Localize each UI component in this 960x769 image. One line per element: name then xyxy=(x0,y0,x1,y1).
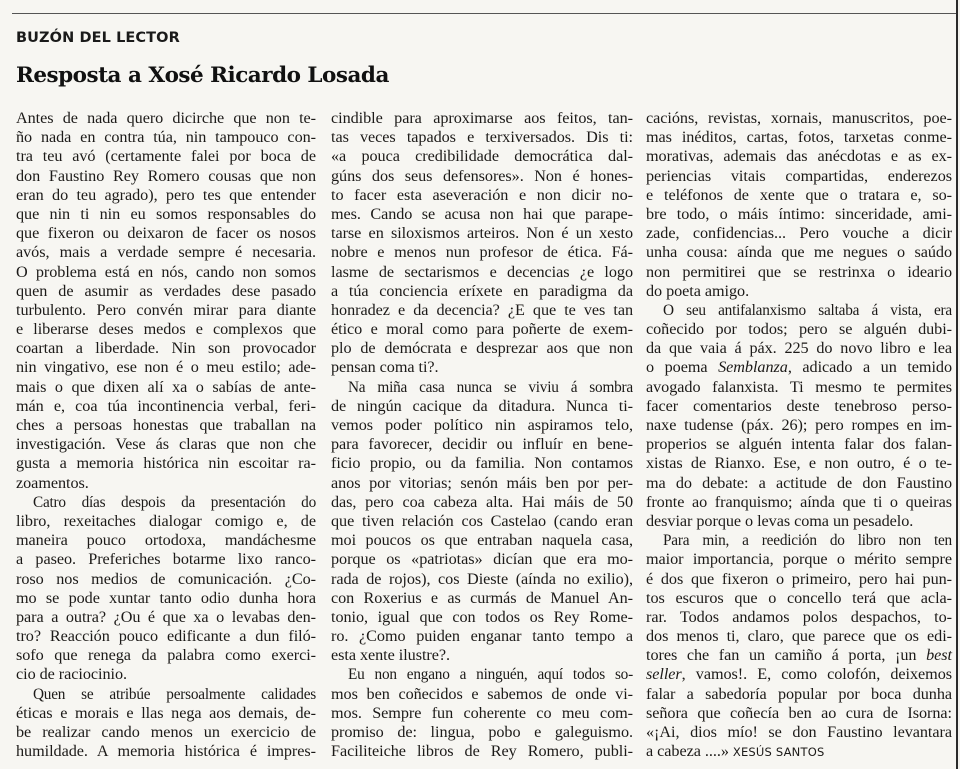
text-segment: to facer esta aseveración e non dicir no- xyxy=(331,185,633,204)
text-segment: morativas, ademais das anécdotas e as ex- xyxy=(646,147,952,166)
text-segment: cindible para aproximarse aos feitos, tan- xyxy=(331,109,633,127)
text-line xyxy=(331,243,633,262)
text-line xyxy=(331,205,633,224)
text-line xyxy=(646,243,952,262)
text-segment: cacións, revistas, xornais, manuscritos, poe- xyxy=(646,109,952,127)
text-line xyxy=(646,454,952,473)
article-column-3 xyxy=(646,109,952,761)
text-segment: moi poucos os que entraban naquela casa, xyxy=(331,531,633,550)
text-line xyxy=(16,109,316,128)
text-segment: a túa conciencia eríxete en paradigma da xyxy=(331,281,633,300)
text-segment: das, pero coa cabeza alta. Hai máis de 50 xyxy=(331,492,633,511)
text-segment: mos ben coñecidos e sabemos de onde vi- xyxy=(331,684,633,703)
text-line xyxy=(331,646,633,665)
text-segment: porque os «patriotas» dicían que era mo- xyxy=(331,550,633,569)
text-line xyxy=(646,531,952,550)
text-line xyxy=(331,742,633,761)
text-segment: roso nos medios de comunicación. ¿Co- xyxy=(16,569,316,588)
text-line xyxy=(331,147,633,166)
text-line xyxy=(16,147,316,166)
text-line xyxy=(646,646,952,665)
text-segment: cio de raciocinio. xyxy=(16,665,128,684)
text-line xyxy=(16,550,316,569)
text-segment: mos. Sempre fun coherente co meu com- xyxy=(331,703,633,722)
text-line xyxy=(16,378,316,397)
text-line xyxy=(646,627,952,646)
article-column-2 xyxy=(331,109,633,761)
text-segment: nobre e menos nun profesor de ética. Fá- xyxy=(331,243,633,262)
text-line xyxy=(331,416,633,435)
text-line xyxy=(16,723,316,742)
text-segment: da que vaia á páx. 225 do novo libro e lea xyxy=(646,339,952,358)
text-line xyxy=(646,512,952,531)
text-line xyxy=(331,167,633,186)
text-segment: tonio, igual que con todos os Rey Rome- xyxy=(331,607,633,626)
text-line xyxy=(331,493,633,512)
text-line xyxy=(16,243,316,262)
text-segment: ético e moral como para poñerte de exem- xyxy=(331,320,633,339)
text-line xyxy=(331,550,633,569)
text-segment: mes. Cando se acusa non hai que parape- xyxy=(331,204,633,223)
text-segment: Antes de nada quero dicirche que non te- xyxy=(16,109,316,127)
text-line xyxy=(331,570,633,589)
text-segment: maneira pouco ortodoxa, mandáchesme xyxy=(16,531,316,550)
text-line xyxy=(331,474,633,493)
text-line xyxy=(331,704,633,723)
italic-title: Semblanza xyxy=(718,358,788,377)
text-line xyxy=(331,358,633,377)
text-segment: anos por vitorias; senón máis ben por per- xyxy=(331,473,633,492)
text-line xyxy=(646,704,952,723)
text-line xyxy=(16,627,316,646)
text-segment: naxe tudense (páx. 26); pero rompes en im- xyxy=(646,416,952,434)
text-segment: , adicado a un temido xyxy=(787,358,952,377)
text-segment: zoamentos. xyxy=(16,473,89,492)
text-segment: tarse en siloxismos arteiros. Non é un xesto xyxy=(331,224,633,243)
text-segment: esta xente ilustre?. xyxy=(331,646,451,665)
text-line xyxy=(16,589,316,608)
text-segment: honradez e da decencia? ¿E que te ves tan xyxy=(331,300,633,319)
text-line xyxy=(16,608,316,627)
text-segment: «¡Ai, dios mío! se don Faustino levantara xyxy=(646,723,952,741)
text-segment: «a pouca credibilidade democrática dal- xyxy=(331,147,633,166)
text-segment: fronte ao franquismo; aínda que ti o queiras xyxy=(646,492,952,511)
text-line xyxy=(646,109,952,128)
text-line xyxy=(16,665,316,684)
text-line xyxy=(331,454,633,473)
text-line xyxy=(646,570,952,589)
text-line xyxy=(16,512,316,531)
text-segment: lasme de sectarismos e decencias ¿e logo xyxy=(331,262,633,281)
text-line xyxy=(16,570,316,589)
text-line xyxy=(331,186,633,205)
text-line xyxy=(331,512,633,531)
text-segment: unha cousa: aínda que me negues o saúdo xyxy=(646,243,952,262)
text-line xyxy=(646,397,952,416)
text-segment: ches a persoas honestas que traballan na xyxy=(16,416,316,434)
text-line xyxy=(16,339,316,358)
text-line xyxy=(646,128,952,147)
text-segment: plo de demócrata e desprezar aos que non xyxy=(331,339,633,358)
text-line xyxy=(646,224,952,243)
text-line xyxy=(16,646,316,665)
text-segment: mas inéditos, cartas, fotos, tarxetas conme- xyxy=(646,128,952,147)
text-segment: tos escuros que o concello terá que acla- xyxy=(646,588,952,607)
text-segment: turbulento. Pero convén mirar para diante xyxy=(16,300,316,319)
text-segment: dos menos ti, claro, que parece que os edi- xyxy=(646,627,952,646)
text-segment: rada de rojos), cos Dieste (aínda no exilio), xyxy=(331,569,633,588)
text-segment: tra teu avó (certamente falei por boca de xyxy=(16,147,316,166)
section-label: BUZÓN DEL LECTOR xyxy=(16,30,180,46)
text-segment: avogado falanxista. Ti mesmo te permites xyxy=(646,377,952,396)
text-segment: nin vingativo, ese non é o meu estilo; ade- xyxy=(16,358,316,377)
text-line xyxy=(646,435,952,454)
text-line xyxy=(331,378,633,397)
text-line xyxy=(646,474,952,493)
text-segment: properios se alguén intenta falar dos falan- xyxy=(646,435,952,454)
text-line xyxy=(16,531,316,550)
text-line xyxy=(16,742,316,761)
text-line xyxy=(646,378,952,397)
text-line xyxy=(331,435,633,454)
text-segment: facer comentarios deste tenebroso perso- xyxy=(646,396,952,415)
author-signature: XESÚS SANTOS xyxy=(732,745,825,760)
text-segment: do poeta amigo. xyxy=(646,281,750,300)
text-line xyxy=(331,627,633,646)
top-rule-divider xyxy=(12,13,956,14)
text-segment: gusta a memoria histórica nin escoitar ra- xyxy=(16,454,316,473)
text-segment: para a outra? ¿Ou é que xa o levabas den- xyxy=(16,607,316,626)
text-line xyxy=(16,685,316,704)
text-segment: bre todo, o máis íntimo: sinceridade, ami- xyxy=(646,204,952,223)
text-segment: sofo que renega da palabra como exerci- xyxy=(16,646,316,665)
text-line xyxy=(331,608,633,627)
text-segment: avós, mais a verdade sempre é necesaria. xyxy=(16,243,316,262)
text-line xyxy=(331,128,633,147)
text-segment: é dos que fixeron o primeiro, pero hai pun- xyxy=(646,569,952,588)
text-line xyxy=(16,704,316,723)
text-segment: Eu non engano a ninguén, aquí todos so- xyxy=(347,665,633,684)
text-segment: que fixeron ou deixaron de facer os nosos xyxy=(16,224,316,243)
text-line xyxy=(646,493,952,512)
text-line xyxy=(331,339,633,358)
text-line xyxy=(646,320,952,339)
text-segment: O seu antifalanxismo saltaba á vista, era xyxy=(663,300,952,319)
text-line xyxy=(331,282,633,301)
text-line xyxy=(331,109,633,128)
text-line xyxy=(646,665,952,684)
text-segment: mán e, coa túa incontinencia verbal, feri- xyxy=(16,396,316,415)
text-segment: tas veces tapados e terxiversados. Dis ti: xyxy=(331,128,633,147)
text-line xyxy=(646,167,952,186)
text-segment: ro. ¿Como puiden enganar tanto tempo a xyxy=(331,627,633,646)
text-segment: para favorecer, decidir ou influír en bene- xyxy=(331,435,633,454)
text-line xyxy=(331,665,633,684)
text-line xyxy=(16,474,316,493)
text-line xyxy=(331,723,633,742)
text-segment: que tiven relación cos Castelao (cando eran xyxy=(331,511,633,530)
text-segment: o poema xyxy=(646,358,719,377)
text-segment: e liberarse deses medos e complexos que xyxy=(16,320,316,339)
text-segment: tores che fan un camiño á porta, ¡un xyxy=(646,646,927,665)
article-column-1 xyxy=(16,109,316,761)
text-segment: que nin ti nin eu somos responsables do xyxy=(16,204,316,223)
text-line xyxy=(16,320,316,339)
text-segment: falar a sabedoría popular por boca dunha xyxy=(646,684,952,703)
text-line xyxy=(646,301,952,320)
text-line xyxy=(16,167,316,186)
text-segment: humildade. A memoria histórica é impres- xyxy=(16,742,316,761)
text-segment: de ningún cacique da ditadura. Nunca ti- xyxy=(331,396,633,415)
text-segment: Faciliteiche libros de Rey Romero, publi- xyxy=(331,742,633,761)
text-segment: non permitirei que se restrinxa o ideario xyxy=(646,262,952,281)
text-segment: vemos poder político nin aspiramos telo, xyxy=(331,416,633,434)
text-segment: Na miña casa nunca se viviu á sombra xyxy=(347,377,633,396)
text-segment: be realizar cando menos un exercicio de xyxy=(16,723,316,741)
text-segment: desviar porque o levas coma un pesadelo. xyxy=(646,511,914,530)
text-segment: periencias vitais compartidas, enderezos xyxy=(646,166,952,185)
text-line xyxy=(16,224,316,243)
text-segment: pensan coma ti?. xyxy=(331,358,439,377)
text-segment: coartan a liberdade. Nin son provocador xyxy=(16,339,316,358)
text-segment: mo se pode xuntar tanto odio dunha hora xyxy=(16,588,316,607)
text-segment: a paseo. Preferiches botarme lixo ranco- xyxy=(16,550,316,569)
text-segment: ño nada en contra túa, nin tampouco con- xyxy=(16,128,316,147)
text-line xyxy=(16,205,316,224)
text-line xyxy=(16,128,316,147)
text-segment: con Roxerius e as curmás de Manuel An- xyxy=(331,588,633,607)
text-segment: ficio propio, ou da familia. Non contamos xyxy=(331,454,633,473)
text-line xyxy=(331,531,633,550)
text-segment: gúns dos seus defensores». Non é hones- xyxy=(331,166,633,185)
text-line xyxy=(646,723,952,742)
text-line xyxy=(16,454,316,473)
text-line xyxy=(331,589,633,608)
text-segment: a cabeza ....» xyxy=(646,742,729,761)
text-segment: coñecido por todos; pero se alguén dubi- xyxy=(646,320,952,339)
text-segment: zade, confidencias... Pero vouche a dicir xyxy=(646,224,952,243)
text-line xyxy=(16,416,316,435)
article-headline: Resposta a Xosé Ricardo Losada xyxy=(16,63,389,88)
text-line xyxy=(646,589,952,608)
text-line xyxy=(646,282,952,301)
text-segment: tro? Reacción pouco edificante a dun filó- xyxy=(16,627,316,646)
text-line xyxy=(646,685,952,704)
text-segment: eran do teu agrado), pero tes que entender xyxy=(16,185,316,204)
text-segment: señora que coñecía ben ao cura de Isorna: xyxy=(646,703,952,722)
text-segment: libro, rexeitaches dialogar comigo e, de xyxy=(16,511,316,530)
text-line xyxy=(16,186,316,205)
italic-title: seller xyxy=(646,665,682,684)
text-line xyxy=(331,301,633,320)
text-segment: Quen se atribúe persoalmente calidades xyxy=(32,684,316,703)
text-line xyxy=(646,186,952,205)
text-segment: Para min, a reedición do libro non ten xyxy=(663,531,952,550)
text-segment: ma do debate: a actitude de don Faustino xyxy=(646,473,952,492)
text-line xyxy=(646,416,952,435)
text-segment: maior importancia, porque o mérito sempre xyxy=(646,550,952,569)
text-line xyxy=(331,224,633,243)
text-line xyxy=(16,397,316,416)
text-segment: éticas e morais e llas nega aos demais, de- xyxy=(16,703,316,722)
text-segment: xistas de Rianxo. Ese, e non outro, é o te- xyxy=(646,454,952,473)
text-segment: e teléfonos de xente que o tratara e, so- xyxy=(646,185,952,204)
text-segment: rar. Todos andamos polos despachos, to- xyxy=(646,607,952,626)
text-segment: don Faustino Rey Romero cousas que non xyxy=(16,166,316,185)
text-line xyxy=(331,263,633,282)
text-line xyxy=(646,550,952,569)
text-line xyxy=(646,205,952,224)
text-line xyxy=(646,608,952,627)
text-segment: promiso de: lingua, pobo e galeguismo. xyxy=(331,723,633,741)
text-segment: Catro días despois da presentación do xyxy=(32,492,316,511)
text-line xyxy=(331,320,633,339)
italic-title: best xyxy=(926,646,952,665)
text-segment: investigación. Vese ás claras que non che xyxy=(16,435,316,454)
text-line xyxy=(646,742,952,761)
text-segment: quen de asumir as verdades dese pasado xyxy=(16,281,316,300)
text-line xyxy=(646,358,952,377)
text-line xyxy=(16,435,316,454)
text-segment: , vamos!. E, como colofón, deixemos xyxy=(681,665,952,684)
text-segment: O problema está en nós, cando non somos xyxy=(16,262,316,281)
text-line xyxy=(646,147,952,166)
text-line xyxy=(16,493,316,512)
text-line xyxy=(16,358,316,377)
text-line xyxy=(16,301,316,320)
text-line xyxy=(646,263,952,282)
text-line xyxy=(331,397,633,416)
text-segment: mais o que dixen alí xa o sabías de ante- xyxy=(16,377,316,396)
text-line xyxy=(16,282,316,301)
text-line xyxy=(16,263,316,282)
text-line xyxy=(331,685,633,704)
text-line xyxy=(646,339,952,358)
